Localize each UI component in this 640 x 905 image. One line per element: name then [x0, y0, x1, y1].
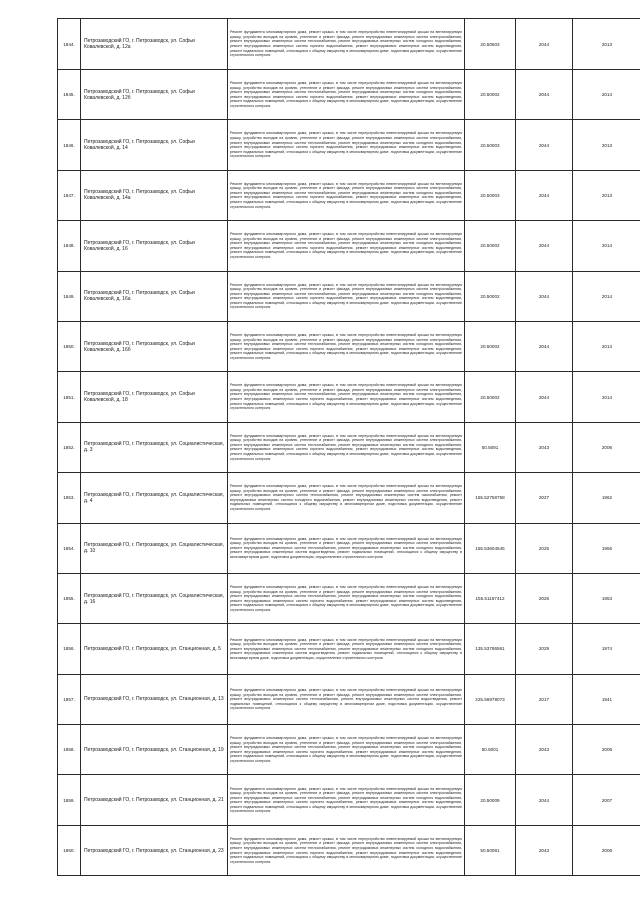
planned-year-cell [516, 523, 573, 573]
address-cell-text: Петрозаводский ГО, г. Петрозаводск, ул. Станционная, д. 5 [84, 645, 221, 652]
last-repair-year-cell-text: 2013 [601, 41, 613, 47]
last-repair-year-cell [573, 624, 640, 674]
address-cell-text: Петрозаводский ГО, г. Петрозаводск, ул. Софьи Ковалевской, д. 16б [84, 340, 195, 353]
cost-value-cell-text: 20.50002 [480, 92, 500, 98]
works-list-cell-text: Ремонт фундамента многоквартирного дома, ремонт крыши, в том числе переустройство невентилируемой крыши на вентилируемую крышу, устройство выходов на кровлю, утепление и ремонт фасада, ремонт внутридомовых инженерных систем электроснабжения, ремонт внутридомовых инженерных систем теплоснабжения, ремонт внутридомовых инженерных систем холодного водоснабжения, ремонт внутридомовых инженерных систем горячего водоснабжения, ремонт внутридомовых инженерных систем водоотведения, ремонт подвальных помещений, относящихся к общему имуществу в многоквартирном доме, подготовка документации, осуществление строительного контроля [230, 30, 462, 58]
cost-value-cell [465, 321, 516, 371]
row-number-cell-text: 1848. [63, 243, 75, 249]
works-list-cell [228, 674, 465, 724]
address-cell-text: Петрозаводский ГО, г. Петрозаводск, ул. Социалистическая, д. 10 [84, 542, 225, 555]
row-number-cell-text: 1854. [63, 545, 75, 551]
address-cell [81, 825, 228, 875]
last-repair-year-cell-text: 1956 [601, 545, 613, 551]
cost-value-cell [465, 473, 516, 523]
table-row [58, 573, 640, 623]
cost-value-cell-text: 155.51167412 [475, 596, 505, 602]
cost-value-cell [465, 624, 516, 674]
planned-year-cell [516, 19, 573, 70]
address-cell-text: Петрозаводский ГО, г. Петрозаводск, ул. Софьи Ковалевской, д. 14а [84, 189, 195, 202]
works-list-cell-text: Ремонт фундамента многоквартирного дома, ремонт крыши, в том числе переустройство невентилируемой крыши на вентилируемую крышу, устройство выходов на кровлю, утепление и ремонт фасада, ремонт внутридомовых инженерных систем электроснабжения, ремонт внутридомовых инженерных систем теплоснабжения, ремонт внутридомовых инженерных систем холодного водоснабжения, ремонт внутридомовых инженерных систем горячего водоснабжения, ремонт внутридомовых инженерных систем водоотведения, ремонт подвальных помещений, относящихся к общему имуществу в многоквартирном доме, подготовка документации, осуществление строительного контроля [230, 433, 462, 461]
works-list-cell [228, 725, 465, 775]
planned-year-cell [516, 372, 573, 422]
row-number-cell [58, 19, 81, 70]
planned-year-cell [516, 120, 573, 170]
planned-year-cell-text: 2044 [538, 344, 550, 350]
works-list-cell [228, 170, 465, 220]
last-repair-year-cell-text: 2014 [601, 293, 613, 299]
table-row [58, 825, 640, 875]
last-repair-year-cell-text: 2006 [601, 444, 613, 450]
row-number-cell [58, 221, 81, 271]
table-row [58, 775, 640, 825]
address-cell-text: Петрозаводский ГО, г. Петрозаводск, ул. Софьи Ковалевской, д. 16а [84, 290, 195, 303]
last-repair-year-cell [573, 120, 640, 170]
table-row [58, 271, 640, 321]
planned-year-cell [516, 422, 573, 472]
cost-value-cell [465, 775, 516, 825]
planned-year-cell-text: 2044 [538, 192, 550, 198]
address-cell-text: Петрозаводский ГО, г. Петрозаводск, ул. Социалистическая, д. 16 [84, 592, 225, 605]
table-row [58, 372, 640, 422]
address-cell-text: Петрозаводский ГО, г. Петрозаводск, ул. Станционная, д. 23 [84, 847, 224, 854]
works-list-cell [228, 372, 465, 422]
cost-value-cell-text: 20.50002 [480, 243, 500, 249]
capital-repair-table [57, 18, 640, 876]
table-row [58, 725, 640, 775]
planned-year-cell-text: 2025 [538, 545, 550, 551]
cost-value-cell-text: 50.50081 [480, 848, 500, 854]
planned-year-cell-text: 2044 [538, 394, 550, 400]
planned-year-cell-text: 2044 [538, 142, 550, 148]
address-cell [81, 523, 228, 573]
table-row [58, 674, 640, 724]
last-repair-year-cell [573, 221, 640, 271]
works-list-cell-text: Ремонт фундамента многоквартирного дома, ремонт крыши, в том числе переустройство невентилируемой крыши на вентилируемую крышу, устройство выходов на кровлю, утепление и ремонт фасада, ремонт внутридомовых инженерных систем электроснабжения, ремонт внутридомовых инженерных систем теплоснабжения, ремонт внутридомовых инженерных систем холодного водоснабжения, ремонт внутридомовых инженерных систем водоотведения, ремонт подвальных помещений, относящихся к общему имуществу в многоквартирном доме, подготовка документации, осуществление строительного контроля [230, 637, 462, 660]
address-cell-text: Петрозаводский ГО, г. Петрозаводск, ул. Софьи Ковалевской, д. 16 [84, 239, 195, 252]
last-repair-year-cell-text: 2014 [601, 243, 613, 249]
planned-year-cell [516, 321, 573, 371]
row-number-cell-text: 1853. [63, 495, 75, 501]
last-repair-year-cell-text: 2006 [601, 848, 613, 854]
cost-value-cell-text: 20.50003 [480, 142, 500, 148]
row-number-cell [58, 775, 81, 825]
cost-value-cell-text: 50.5091 [481, 444, 499, 450]
planned-year-cell [516, 170, 573, 220]
planned-year-cell-text: 2044 [538, 41, 550, 47]
cost-value-cell [465, 372, 516, 422]
address-cell-text: Петрозаводский ГО, г. Петрозаводск, ул. Станционная, д. 19 [84, 746, 224, 753]
row-number-cell [58, 422, 81, 472]
cost-value-cell [465, 19, 516, 70]
address-cell-text: Петрозаводский ГО, г. Петрозаводск, ул. Социалистическая, д. 3 [84, 441, 225, 454]
last-repair-year-cell [573, 523, 640, 573]
last-repair-year-cell [573, 674, 640, 724]
table-row [58, 19, 640, 70]
address-cell [81, 775, 228, 825]
last-repair-year-cell [573, 573, 640, 623]
planned-year-cell [516, 473, 573, 523]
address-cell [81, 170, 228, 220]
cost-value-cell [465, 523, 516, 573]
address-cell [81, 19, 228, 70]
row-number-cell [58, 725, 81, 775]
address-cell [81, 624, 228, 674]
address-cell [81, 674, 228, 724]
planned-year-cell [516, 624, 573, 674]
last-repair-year-cell [573, 725, 640, 775]
cost-value-cell-text: 20.50002 [480, 394, 500, 400]
last-repair-year-cell-text: 2013 [601, 192, 613, 198]
cost-value-cell [465, 170, 516, 220]
row-number-cell-text: 1860. [63, 848, 75, 854]
row-number-cell-text: 1857. [63, 696, 75, 702]
cost-value-cell-text: 20.50002 [480, 344, 500, 350]
works-list-cell [228, 19, 465, 70]
row-number-cell [58, 120, 81, 170]
last-repair-year-cell-text: 1962 [601, 495, 613, 501]
table-row [58, 422, 640, 472]
planned-year-cell-text: 2044 [538, 92, 550, 98]
works-list-cell-text: Ремонт фундамента многоквартирного дома, ремонт крыши, в том числе переустройство невентилируемой крыши на вентилируемую крышу, устройство выходов на кровлю, утепление и ремонт фасада, ремонт внутридомовых инженерных систем электроснабжения, ремонт внутридомовых инженерных систем теплоснабжения, ремонт внутридомовых инженерных систем холодного водоснабжения, ремонт внутридомовых инженерных систем горячего водоснабжения, ремонт внутридомовых инженерных систем водоотведения, ремонт подвальных помещений, относящихся к общему имуществу в многоквартирном доме, подготовка документации, осуществление строительного контроля [230, 232, 462, 259]
last-repair-year-cell [573, 825, 640, 875]
address-cell [81, 725, 228, 775]
cost-value-cell-text: 225.56979073 [475, 696, 505, 702]
cost-value-cell-text: 20.50503 [480, 41, 500, 47]
row-number-cell [58, 573, 81, 623]
table-row [58, 70, 640, 120]
address-cell-text: Петрозаводский ГО, г. Петрозаводск, ул. Социалистическая, д. 4 [84, 491, 225, 504]
table-row [58, 120, 640, 170]
last-repair-year-cell-text: 2006 [601, 747, 613, 753]
planned-year-cell-text: 2043 [538, 848, 550, 854]
address-cell [81, 120, 228, 170]
planned-year-cell [516, 725, 573, 775]
row-number-cell-text: 1850. [63, 344, 75, 350]
cost-value-cell [465, 70, 516, 120]
last-repair-year-cell-text: 2014 [601, 394, 613, 400]
address-cell-text: Петрозаводский ГО, г. Петрозаводск, ул. Софьи Ковалевской, д. 12а [84, 37, 195, 50]
row-number-cell [58, 825, 81, 875]
works-list-cell [228, 473, 465, 523]
works-list-cell-text: Ремонт фундамента многоквартирного дома, ремонт крыши, в том числе переустройство невентилируемой крыши на вентилируемую крышу, устройство выходов на кровлю, утепление и ремонт фасада, ремонт внутридомовых инженерных систем электроснабжения, ремонт внутридомовых инженерных систем теплоснабжения, ремонт внутридомовых инженерных систем холодного водоснабжения, ремонт внутридомовых инженерных систем горячего водоснабжения, ремонт внутридомовых инженерных систем водоотведения, ремонт подвальных помещений, относящихся к общему имуществу в многоквартирном доме, подготовка документации, осуществление строительного контроля [230, 383, 462, 411]
planned-year-cell-text: 2044 [538, 293, 550, 299]
table-row [58, 321, 640, 371]
row-number-cell [58, 473, 81, 523]
cost-value-cell [465, 271, 516, 321]
row-number-cell [58, 624, 81, 674]
works-list-cell [228, 422, 465, 472]
cost-value-cell-text: 155.52758758 [475, 495, 505, 501]
planned-year-cell [516, 573, 573, 623]
last-repair-year-cell-text: 2014 [601, 344, 613, 350]
last-repair-year-cell-text: 1941 [601, 696, 613, 702]
works-list-cell [228, 221, 465, 271]
works-list-cell [228, 624, 465, 674]
cost-value-cell [465, 120, 516, 170]
row-number-cell [58, 372, 81, 422]
cost-value-cell [465, 573, 516, 623]
planned-year-cell [516, 775, 573, 825]
works-list-cell [228, 271, 465, 321]
planned-year-cell [516, 674, 573, 724]
row-number-cell-text: 1845. [63, 92, 75, 98]
cost-value-cell-text: 20.50002 [480, 293, 500, 299]
works-list-cell-text: Ремонт фундамента многоквартирного дома, ремонт крыши, в том числе переустройство невентилируемой крыши на вентилируемую крышу, устройство выходов на кровлю, утепление и ремонт фасада, ремонт внутридомовых инженерных систем электроснабжения, ремонт внутридомовых инженерных систем теплоснабжения, ремонт внутридомовых инженерных систем холодного водоснабжения, ремонт внутридомовых инженерных систем горячего водоснабжения, ремонт внутридомовых инженерных систем водоотведения, ремонт подвальных помещений, относящихся к общему имуществу в многоквартирном доме, подготовка документации, осуществление строительного контроля [230, 181, 462, 209]
last-repair-year-cell [573, 775, 640, 825]
row-number-cell [58, 523, 81, 573]
row-number-cell [58, 170, 81, 220]
planned-year-cell [516, 825, 573, 875]
planned-year-cell [516, 221, 573, 271]
works-list-cell [228, 321, 465, 371]
address-cell-text: Петрозаводский ГО, г. Петрозаводск, ул. Станционная, д. 13 [84, 696, 224, 703]
planned-year-cell [516, 70, 573, 120]
row-number-cell-text: 1844. [63, 41, 75, 47]
address-cell [81, 271, 228, 321]
planned-year-cell-text: 2044 [538, 797, 550, 803]
planned-year-cell-text: 2043 [538, 747, 550, 753]
row-number-cell-text: 1858. [63, 747, 75, 753]
works-list-cell-text: Ремонт фундамента многоквартирного дома, ремонт крыши, в том числе переустройство невентилируемой крыши на вентилируемую крышу, устройство выходов на кровлю, утепление и ремонт фасада, ремонт внутридомовых инженерных систем электроснабжения, ремонт внутридомовых инженерных систем теплоснабжения, ремонт внутридомовых инженерных систем холодного водоснабжения, ремонт внутридомовых инженерных систем горячего водоснабжения, ремонт внутридомовых инженерных систем водоотведения, ремонт подвальных помещений, относящихся к общему имуществу в многоквартирном доме, подготовка документации, осуществление строительного контроля [230, 81, 462, 108]
address-cell-text: Петрозаводский ГО, г. Петрозаводск, ул. Софьи Ковалевской, д. 12б [84, 88, 195, 101]
address-cell [81, 372, 228, 422]
last-repair-year-cell-text: 1974 [601, 646, 613, 652]
address-cell [81, 573, 228, 623]
works-list-cell-text: Ремонт фундамента многоквартирного дома, ремонт крыши, в том числе переустройство невентилируемой крыши на вентилируемую крышу, устройство выходов на кровлю, утепление и ремонт фасада, ремонт внутридомовых инженерных систем электроснабжения, ремонт внутридомовых инженерных систем теплоснабжения, ремонт внутридомовых инженерных систем холодного водоснабжения, ремонт внутридомовых инженерных систем горячего водоснабжения, ремонт внутридомовых инженерных систем водоотведения, ремонт подвальных помещений, относящихся к общему имуществу в многоквартирном доме, подготовка документации, осуществление строительного контроля [230, 584, 462, 612]
address-cell-text: Петрозаводский ГО, г. Петрозаводск, ул. Софьи Ковалевской, д. 18 [84, 390, 195, 404]
planned-year-cell-text: 2026 [538, 596, 550, 602]
row-number-cell-text: 1855. [63, 596, 75, 602]
table-row [58, 473, 640, 523]
cost-value-cell-text: 155.53604545 [475, 545, 505, 551]
last-repair-year-cell-text: 2014 [601, 92, 613, 98]
cost-value-cell [465, 422, 516, 472]
row-number-cell-text: 1849. [63, 293, 75, 299]
last-repair-year-cell [573, 321, 640, 371]
works-list-cell-text: Ремонт фундамента многоквартирного дома, ремонт крыши, в том числе переустройство невентилируемой крыши на вентилируемую крышу, устройство выходов на кровлю, утепление и ремонт фасада, ремонт внутридомовых инженерных систем электроснабжения, ремонт внутридомовых инженерных систем теплоснабжения, ремонт внутридомовых инженерных систем холодного водоснабжения, ремонт внутридомовых инженерных систем горячего водоснабжения, ремонт внутридомовых инженерных систем водоотведения, ремонт подвальных помещений, относящихся к общему имуществу в многоквартирном доме, подготовка документации, осуществление строительного контроля [230, 786, 462, 814]
cost-value-cell-text: 20.50003 [480, 192, 500, 198]
table-row [58, 170, 640, 220]
last-repair-year-cell-text: 2007 [601, 797, 613, 803]
last-repair-year-cell [573, 19, 640, 70]
cost-value-cell-text: 50.5001 [481, 747, 499, 753]
address-cell [81, 321, 228, 371]
last-repair-year-cell [573, 422, 640, 472]
cost-value-cell [465, 221, 516, 271]
works-list-cell-text: Ремонт фундамента многоквартирного дома, ремонт крыши, в том числе переустройство невентилируемой крыши на вентилируемую крышу, устройство выходов на кровлю, утепление и ремонт фасада, ремонт внутридомовых инженерных систем электроснабжения, ремонт внутридомовых инженерных систем теплоснабжения, ремонт внутридомовых инженерных систем холодного водоснабжения, ремонт внутридомовых инженерных систем горячего водоснабжения, ремонт внутридомовых инженерных систем водоотведения, ремонт подвальных помещений, относящихся к общему имуществу в многоквартирном доме, подготовка документации, осуществление строительного контроля [230, 836, 462, 864]
works-list-cell [228, 523, 465, 573]
planned-year-cell-text: 2029 [538, 646, 550, 652]
row-number-cell [58, 321, 81, 371]
cost-value-cell [465, 725, 516, 775]
works-list-cell [228, 825, 465, 875]
last-repair-year-cell [573, 70, 640, 120]
works-list-cell [228, 775, 465, 825]
row-number-cell-text: 1851. [63, 394, 75, 400]
address-cell [81, 473, 228, 523]
works-list-cell-text: Ремонт фундамента многоквартирного дома, ремонт крыши, в том числе переустройство невентилируемой крыши на вентилируемую крышу, устройство выходов на кровлю, утепление и ремонт фасада, ремонт внутридомовых инженерных систем электроснабжения, ремонт внутридомовых инженерных систем теплоснабжения, ремонт внутридомовых инженерных систем газоснабжения, ремонт внутридомовых инженерных систем холодного водоснабжения, ремонт внутридомовых инженерных систем водоотведения, ремонт подвальных помещений, относящихся к общему имуществу в многоквартирном доме, подготовка документации, осуществление строительного контроля [230, 484, 462, 511]
address-cell [81, 422, 228, 472]
document-page [57, 18, 625, 876]
table-row [58, 624, 640, 674]
works-list-cell [228, 70, 465, 120]
cost-value-cell-text: 135.53786561 [475, 646, 505, 652]
works-list-cell-text: Ремонт фундамента многоквартирного дома, ремонт крыши, в том числе переустройство невентилируемой крыши на вентилируемую крышу, устройство выходов на кровлю, утепление и ремонт фасада, ремонт внутридомовых инженерных систем электроснабжения, ремонт внутридомовых инженерных систем теплоснабжения, ремонт внутридомовых инженерных систем холодного водоснабжения, ремонт внутридомовых инженерных систем водоотведения, ремонт подвальных помещений, относящихся к общему имуществу в многоквартирном доме, подготовка документации, осуществление строительного контроля [230, 536, 462, 560]
last-repair-year-cell [573, 271, 640, 321]
works-list-cell-text: Ремонт фундамента многоквартирного дома, ремонт крыши, в том числе переустройство невентилируемой крыши на вентилируемую крышу, устройство выходов на кровлю, утепление и ремонт фасада, ремонт внутридомовых инженерных систем электроснабжения, ремонт внутридомовых инженерных систем теплоснабжения, ремонт внутридомовых инженерных систем холодного водоснабжения, ремонт внутридомовых инженерных систем горячего водоснабжения, ремонт внутридомовых инженерных систем водоотведения, ремонт подвальных помещений, относящихся к общему имуществу в многоквартирном доме, подготовка документации, осуществление строительного контроля [230, 333, 462, 360]
works-list-cell-text: Ремонт фундамента многоквартирного дома, ремонт крыши, в том числе переустройство невентилируемой крыши на вентилируемую крышу, устройство выходов на кровлю, утепление и ремонт фасада, ремонт внутридомовых инженерных систем электроснабжения, ремонт внутридомовых инженерных систем теплоснабжения, ремонт внутридомовых инженерных систем водоотведения, ремонт подвальных помещений, относящихся к общему имуществу в многоквартирном доме, подготовка документации, осуществление строительного контроля [230, 688, 462, 711]
row-number-cell-text: 1856. [63, 646, 75, 652]
row-number-cell [58, 674, 81, 724]
last-repair-year-cell [573, 170, 640, 220]
last-repair-year-cell-text: 2013 [601, 142, 613, 148]
row-number-cell-text: 1847. [63, 192, 75, 198]
table-row [58, 523, 640, 573]
row-number-cell [58, 70, 81, 120]
address-cell [81, 221, 228, 271]
planned-year-cell-text: 2017 [538, 696, 550, 702]
works-list-cell [228, 573, 465, 623]
cost-value-cell-text: 20.50009 [480, 797, 500, 803]
address-cell-text: Петрозаводский ГО, г. Петрозаводск, ул. Станционная, д. 21 [84, 797, 224, 804]
row-number-cell-text: 1846. [63, 142, 75, 148]
planned-year-cell-text: 2044 [538, 243, 550, 249]
planned-year-cell-text: 2027 [538, 495, 550, 501]
cost-value-cell [465, 674, 516, 724]
works-list-cell [228, 120, 465, 170]
address-cell [81, 70, 228, 120]
works-list-cell-text: Ремонт фундамента многоквартирного дома, ремонт крыши, в том числе переустройство невентилируемой крыши на вентилируемую крышу, устройство выходов на кровлю, утепление и ремонт фасада, ремонт внутридомовых инженерных систем электроснабжения, ремонт внутридомовых инженерных систем теплоснабжения, ремонт внутридомовых инженерных систем холодного водоснабжения, ремонт внутридомовых инженерных систем горячего водоснабжения, ремонт внутридомовых инженерных систем водоотведения, ремонт подвальных помещений, относящихся к общему имуществу в многоквартирном доме, подготовка документации, осуществление строительного контроля [230, 131, 462, 159]
planned-year-cell [516, 271, 573, 321]
last-repair-year-cell-text: 1953 [601, 596, 613, 602]
last-repair-year-cell [573, 473, 640, 523]
last-repair-year-cell [573, 372, 640, 422]
works-list-cell-text: Ремонт фундамента многоквартирного дома, ремонт крыши, в том числе переустройство невентилируемой крыши на вентилируемую крышу, устройство выходов на кровлю, утепление и ремонт фасада, ремонт внутридомовых инженерных систем электроснабжения, ремонт внутридомовых инженерных систем теплоснабжения, ремонт внутридомовых инженерных систем холодного водоснабжения, ремонт внутридомовых инженерных систем горячего водоснабжения, ремонт внутридомовых инженерных систем водоотведения, ремонт подвальных помещений, относящихся к общему имуществу в многоквартирном доме, подготовка документации, осуществление строительного контроля [230, 282, 462, 310]
row-number-cell [58, 271, 81, 321]
table-row [58, 221, 640, 271]
planned-year-cell-text: 2043 [538, 444, 550, 450]
table-body [58, 19, 640, 876]
address-cell-text: Петрозаводский ГО, г. Петрозаводск, ул. Софьи Ковалевской, д. 14 [84, 138, 195, 152]
row-number-cell-text: 1852. [63, 444, 75, 450]
cost-value-cell [465, 825, 516, 875]
row-number-cell-text: 1859. [63, 797, 75, 803]
works-list-cell-text: Ремонт фундамента многоквартирного дома, ремонт крыши, в том числе переустройство невентилируемой крыши на вентилируемую крышу, устройство выходов на кровлю, утепление и ремонт фасада, ремонт внутридомовых инженерных систем электроснабжения, ремонт внутридомовых инженерных систем теплоснабжения, ремонт внутридомовых инженерных систем холодного водоснабжения, ремонт внутридомовых инженерных систем горячего водоснабжения, ремонт внутридомовых инженерных систем водоотведения, ремонт подвальных помещений, относящихся к общему имуществу в многоквартирном доме, подготовка документации, осуществление строительного контроля [230, 736, 462, 763]
